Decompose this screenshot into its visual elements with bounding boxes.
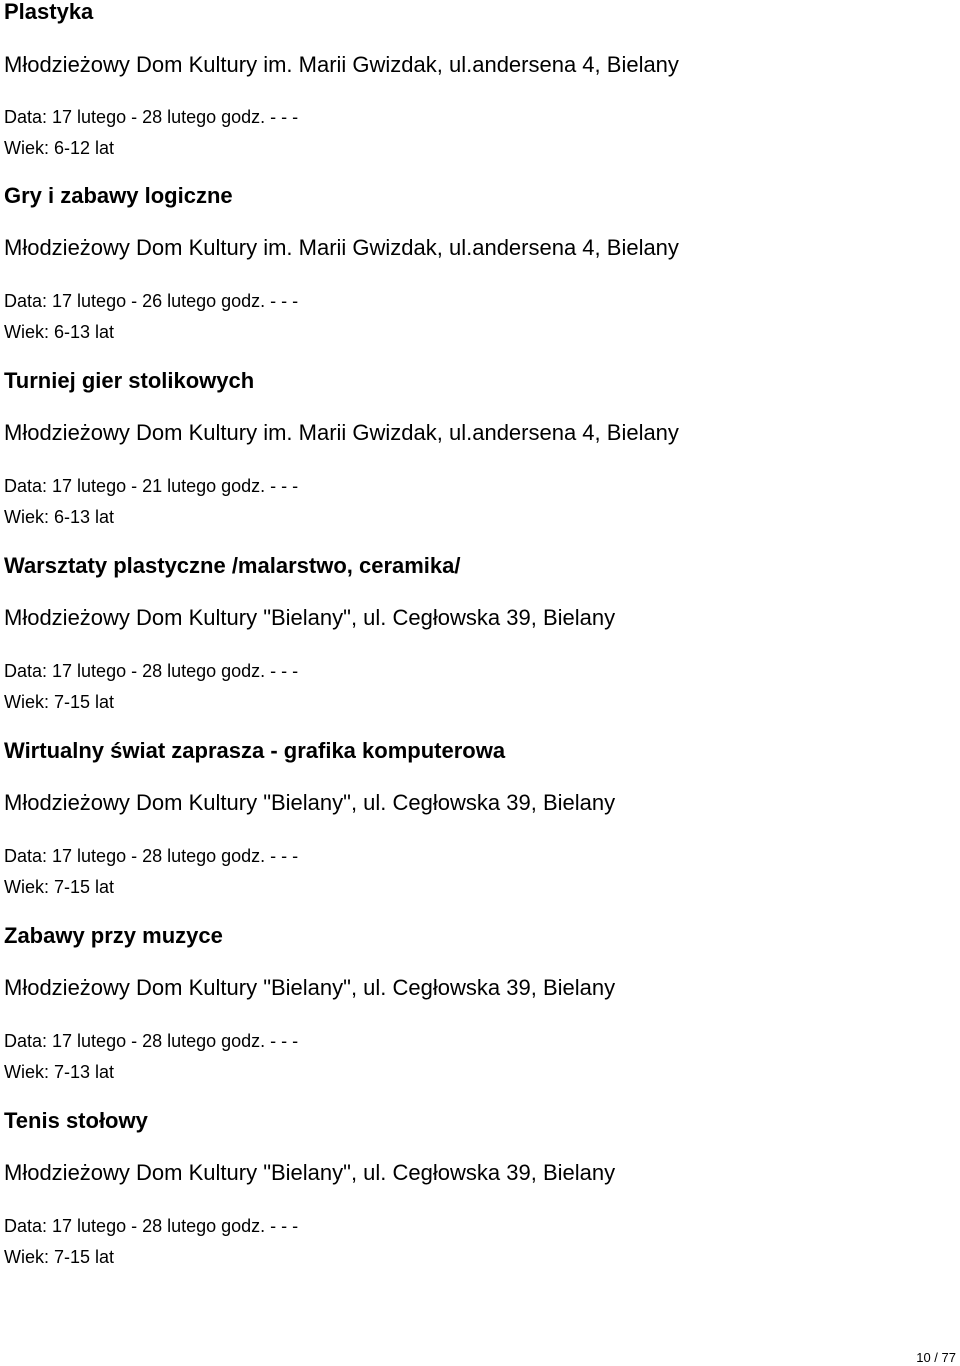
entry-date: Data: 17 lutego - 28 lutego godz. - - - (4, 661, 299, 681)
event-entry (4, 368, 944, 527)
entry-place: Młodzieżowy Dom Kultury "Bielany", ul. Cegłowska 39, Bielany (4, 975, 616, 1000)
entry-title: Wirtualny świat zaprasza - grafika komputerowa (4, 738, 506, 763)
entry-age: Wiek: 7-13 lat (4, 1062, 115, 1082)
entry-place: Młodzieżowy Dom Kultury im. Marii Gwizdak, ul.andersena 4, Bielany (4, 52, 679, 77)
entry-date: Data: 17 lutego - 21 lutego godz. - - - (4, 476, 299, 496)
entry-title: Zabawy przy muzyce (4, 923, 223, 948)
event-entry (4, 183, 944, 342)
entry-date: Data: 17 lutego - 28 lutego godz. - - - (4, 1031, 299, 1051)
page-number: 10 / 77 (916, 1350, 956, 1365)
entry-age: Wiek: 6-13 lat (4, 322, 115, 342)
entry-title: Plastyka (4, 0, 94, 24)
entry-place: Młodzieżowy Dom Kultury im. Marii Gwizdak, ul.andersena 4, Bielany (4, 420, 679, 445)
entry-place: Młodzieżowy Dom Kultury "Bielany", ul. Cegłowska 39, Bielany (4, 605, 616, 630)
entry-age: Wiek: 7-15 lat (4, 877, 115, 897)
entry-date: Data: 17 lutego - 28 lutego godz. - - - (4, 107, 299, 127)
entry-title: Turniej gier stolikowych (4, 368, 255, 393)
entry-date: Data: 17 lutego - 28 lutego godz. - - - (4, 846, 299, 866)
entry-title: Tenis stołowy (4, 1108, 148, 1133)
entry-date: Data: 17 lutego - 28 lutego godz. - - - (4, 1216, 299, 1236)
entry-place: Młodzieżowy Dom Kultury im. Marii Gwizdak, ul.andersena 4, Bielany (4, 235, 679, 260)
entry-age: Wiek: 7-15 lat (4, 1247, 115, 1267)
entry-title: Gry i zabawy logiczne (4, 183, 233, 208)
entry-place: Młodzieżowy Dom Kultury "Bielany", ul. Cegłowska 39, Bielany (4, 790, 616, 815)
event-entry (4, 923, 944, 1082)
event-entry (4, 1108, 944, 1267)
event-entry (4, 738, 944, 897)
entry-age: Wiek: 6-12 lat (4, 138, 115, 158)
entry-age: Wiek: 6-13 lat (4, 507, 115, 527)
entry-title: Warsztaty plastyczne /malarstwo, ceramika/ (4, 553, 461, 578)
entry-date: Data: 17 lutego - 26 lutego godz. - - - (4, 291, 299, 311)
entry-age: Wiek: 7-15 lat (4, 692, 115, 712)
entry-place: Młodzieżowy Dom Kultury "Bielany", ul. Cegłowska 39, Bielany (4, 1160, 616, 1185)
event-entry (4, 553, 944, 712)
